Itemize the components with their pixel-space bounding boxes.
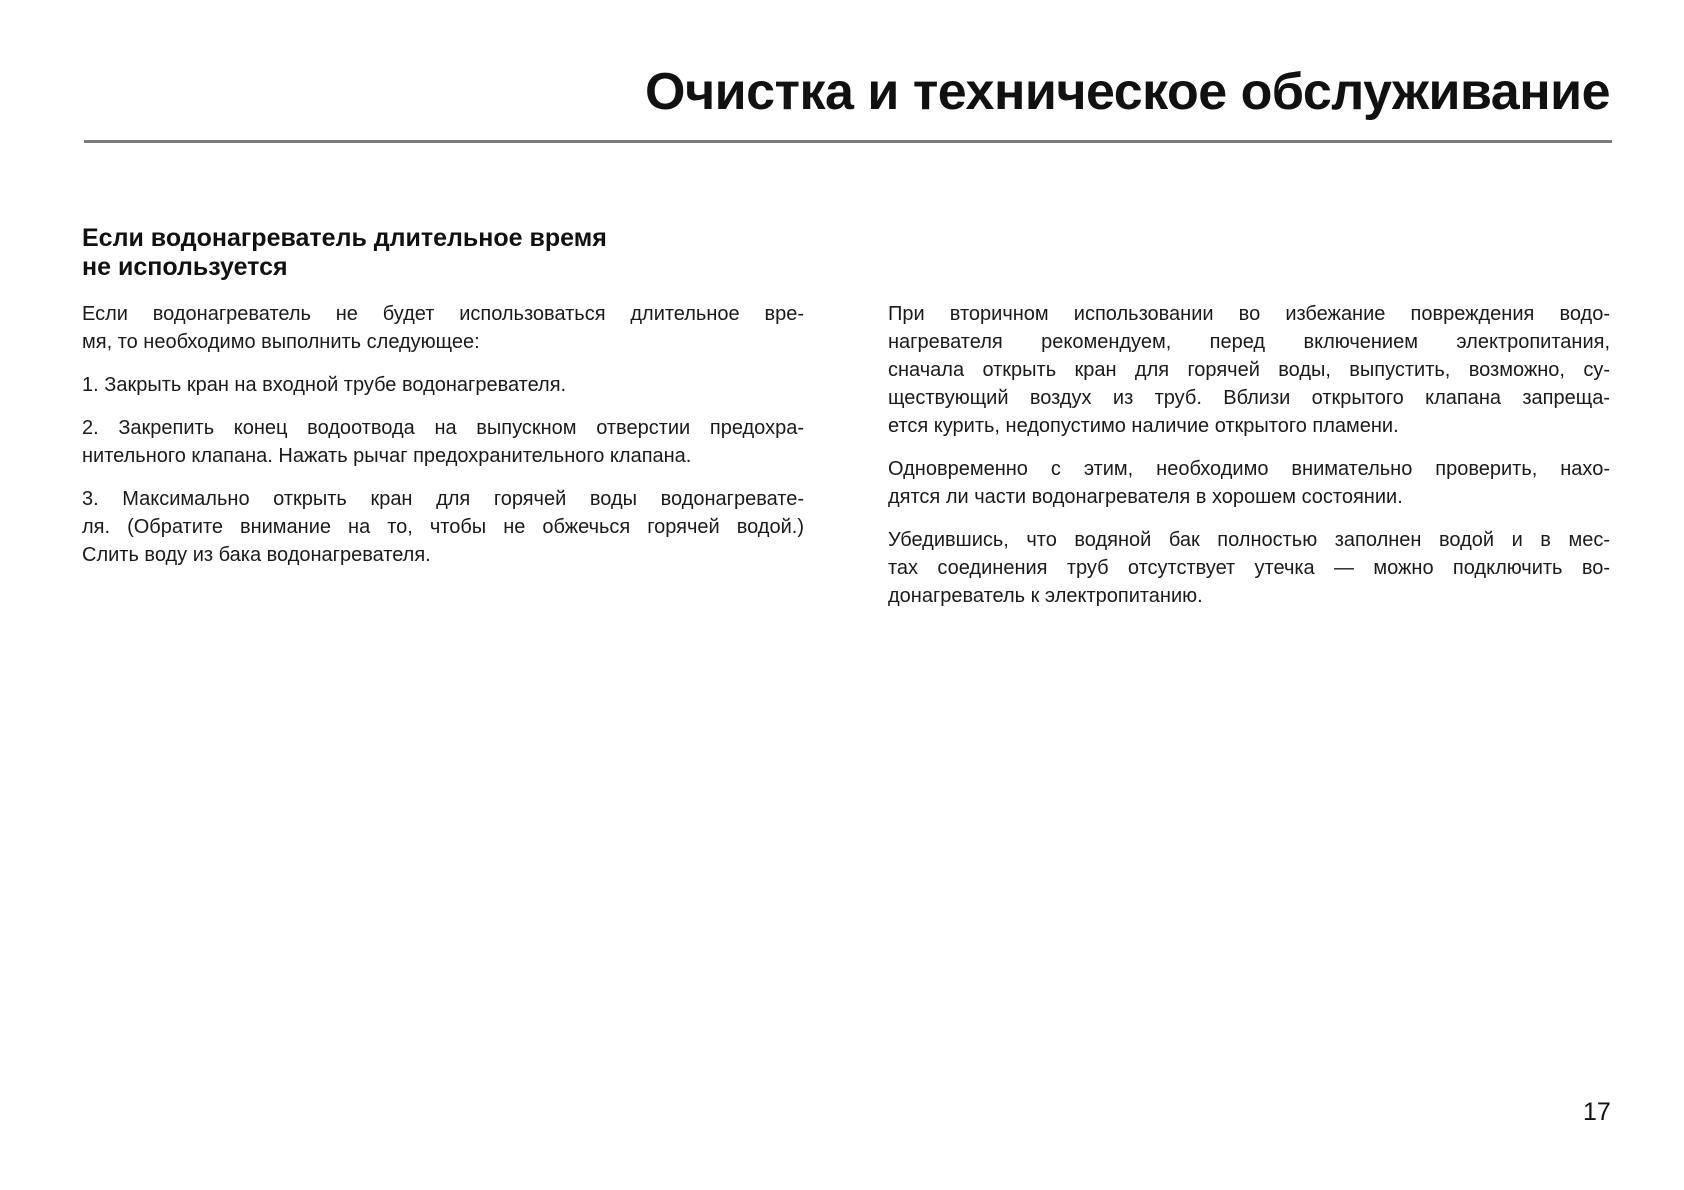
text-line: мя, то необходимо выполнить следующее: <box>82 331 480 353</box>
text-line: Убедившись, что водяной бак полностью заполнен водой и в мес- <box>888 529 1610 551</box>
text-line: ля. (Обратите внимание на то, чтобы не обжечься горячей водой.) <box>82 516 804 538</box>
text-line: 1. Закрыть кран на входной трубе водонагревателя. <box>82 374 567 396</box>
section-heading-line: не используется <box>82 253 288 281</box>
text-line: дятся ли части водонагревателя в хорошем состоянии. <box>888 486 1403 508</box>
text-line: тах соединения труб отсутствует утечка — можно подключить во- <box>888 557 1610 579</box>
section-heading <box>82 224 607 282</box>
title-divider <box>84 140 1612 143</box>
text-line: нительного клапана. Нажать рычаг предохранительного клапана. <box>82 445 692 467</box>
text-line: Одновременно с этим, необходимо внимательно проверить, нахо- <box>888 458 1610 480</box>
text-line: 2. Закрепить конец водоотвода на выпускном отверстии предохра- <box>82 417 804 439</box>
text-line: сначала открыть кран для горячей воды, выпустить, возможно, су- <box>888 359 1610 381</box>
paragraph <box>82 371 804 399</box>
text-line: донагреватель к электропитанию. <box>888 585 1203 607</box>
text-line: При вторичном использовании во избежание повреждения водо- <box>888 303 1610 325</box>
paragraph <box>82 485 804 569</box>
left-column <box>82 300 804 584</box>
page-number: 17 <box>1583 1098 1611 1126</box>
text-line: Слить воду из бака водонагревателя. <box>82 544 431 566</box>
text-line: 3. Максимально открыть кран для горячей воды водонагревате- <box>82 488 804 510</box>
paragraph <box>82 300 804 356</box>
paragraph <box>82 414 804 470</box>
section-heading-line: Если водонагреватель длительное время <box>82 224 607 252</box>
right-column <box>888 300 1610 625</box>
text-line: ется курить, недопустимо наличие открытого пламени. <box>888 415 1399 437</box>
page-title: Очистка и техническое обслуживание <box>645 63 1610 121</box>
text-line: ществующий воздух из труб. Вблизи открытого клапана запреща- <box>888 387 1610 409</box>
paragraph <box>888 300 1610 440</box>
text-line: нагревателя рекомендуем, перед включением электропитания, <box>888 331 1610 353</box>
paragraph <box>888 455 1610 511</box>
paragraph <box>888 526 1610 610</box>
text-line: Если водонагреватель не будет использоваться длительное вре- <box>82 303 804 325</box>
